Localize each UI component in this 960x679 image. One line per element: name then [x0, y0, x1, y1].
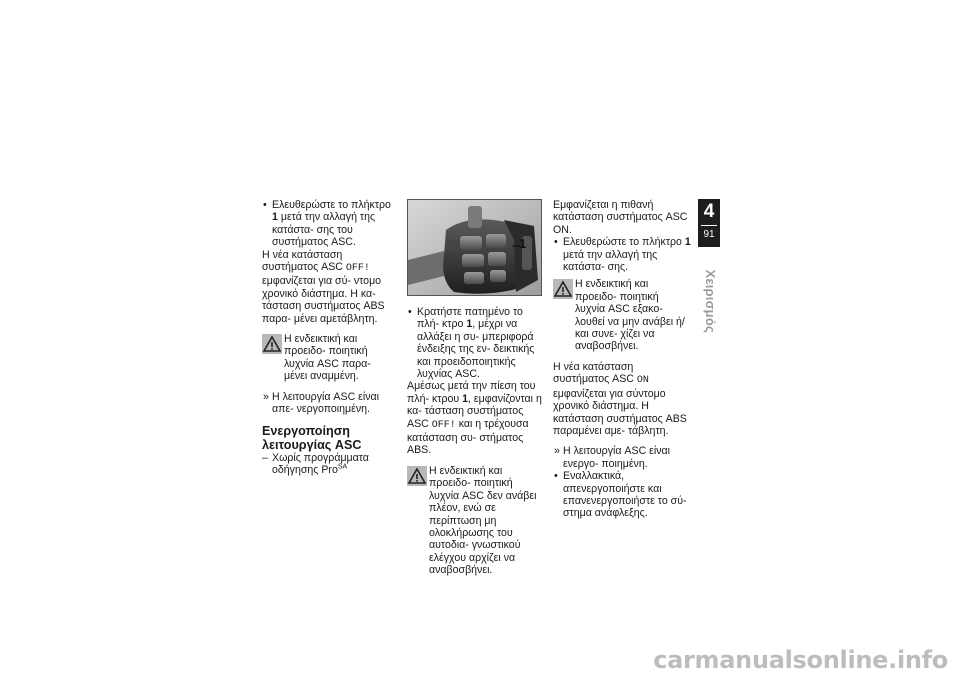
chapter-number: 4	[703, 201, 715, 222]
condition-item: – Χωρίς προγράμματα οδήγησης Pro$^{SA}$	[262, 452, 394, 477]
step-alternative: • Εναλλακτικά, απενεργοποιήστε και επανενεργοποιήστε το σύ- στημα ανάφλεξης.	[553, 470, 691, 520]
section-side-label: Χειρισμός	[703, 269, 719, 333]
status-paragraph: Η νέα κατάσταση συστήματος ASC OFF! εμφανίζεται για σύ- ντομο χρονικό διάστημα. Η κα- τάσταση συστήματος ABS παρα- μένει αμετάβλητη.	[262, 248, 385, 325]
warning-triangle-icon	[407, 466, 427, 486]
step-release-button: • Ελευθερώστε το πλήκτρο 1 μετά την αλλαγή της κατάστα- σης.	[553, 236, 691, 273]
key-number: 1	[684, 236, 691, 249]
chapter-tab	[698, 199, 720, 247]
handlebar-switch-photo	[407, 199, 542, 296]
key-number: 1	[272, 211, 278, 224]
step-hold-button: • Κρατήστε πατημένο το πλή- κτρο 1, μέχρι να αλλάξει η συ- μπεριφορά ένδειξης της εν- δεικτικής και προειδοποιητικής λυχνίας ASC.	[407, 306, 543, 380]
text-column-1	[262, 199, 394, 476]
status-paragraph: Εμφανίζεται η πιθανή κατάσταση συστήματος ASC ON.	[553, 199, 688, 236]
warning-triangle-icon	[553, 279, 573, 299]
watermark: carmanualsonline.info	[653, 646, 948, 674]
warning-note: Η ενδεικτική και προειδο- ποιητική λυχνία ASC δεν ανάβει πλέον, ενώ σε περίπτωση μη ολοκλήρωσης του αυτοδια- γνωστικού ελέγχου αρχίζει να αναβοσβήνει.	[407, 465, 543, 577]
key-number: 1	[466, 318, 473, 331]
section-heading: Ενεργοποίηση λειτουργίας ASC	[262, 423, 362, 452]
result-note: » Η λειτουργία ASC είναι απε- νεργοποιημένη.	[262, 391, 394, 416]
display-code: ON	[636, 375, 649, 387]
step-release-button: • Ελευθερώστε το πλήκτρο 1 μετά την αλλαγή της κατάστα- σης του συστήματος ASC.	[262, 199, 394, 249]
warning-note: Η ενδεικτική και προειδο- ποιητική λυχνία ASC παρα- μένει αναμμένη.	[262, 333, 394, 383]
page-number: 91	[703, 229, 715, 240]
status-paragraph: Η νέα κατάσταση συστήματος ASC ON εμφανίζεται για σύντομο χρονικό διάστημα. Η κατάσταση συστήματος ABS παραμένει αμε- τάβλητη.	[553, 360, 687, 437]
text-column-3	[553, 199, 691, 520]
chapter-divider	[701, 225, 717, 226]
callout-label: 1	[519, 236, 527, 251]
display-code: OFF!	[431, 419, 456, 431]
display-code: OFF!	[345, 263, 370, 275]
text-column-2	[407, 306, 543, 577]
status-paragraph: Αμέσως μετά την πίεση του πλή- κτρου 1, εμφανίζονται η κα- τάσταση συστήματος ASC OFF! και η τρέχουσα κατάσταση συ- στήματος ABS.	[407, 380, 542, 457]
result-note: » Η λειτουργία ASC είναι ενεργο- ποιημένη.	[553, 445, 691, 470]
warning-note: Η ενδεικτική και προειδο- ποιητική λυχνία ASC εξακο- λουθεί να μην ανάβει ή/και συνε- χίζει να αναβοσβήνει.	[553, 278, 691, 352]
key-number: 1	[462, 392, 469, 405]
warning-triangle-icon	[262, 334, 282, 354]
